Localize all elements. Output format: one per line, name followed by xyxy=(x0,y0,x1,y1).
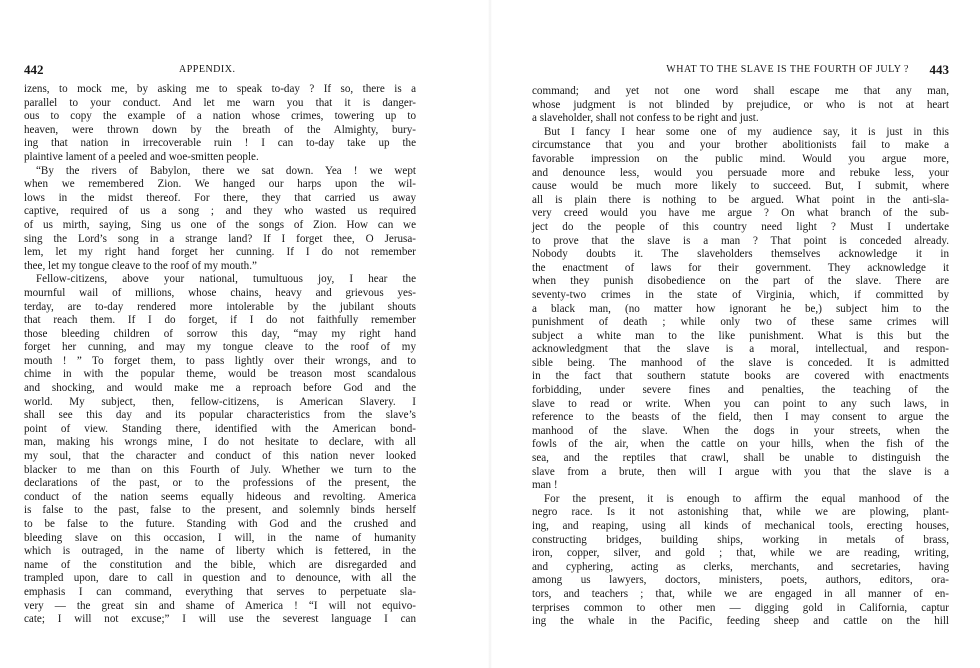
text-line: the enactment of laws for their government. They acknowledge it xyxy=(532,261,949,274)
text-line: ous to copy the example of a nation whose crimes, towering up to xyxy=(24,110,416,123)
text-line: all is plain there is nothing to be argued. What point in the anti-sla- xyxy=(532,193,949,206)
text-line: ing that nation in irrecoverable ruin ! I can to-day take up the xyxy=(24,137,416,150)
text-line: acknowledgment that the slave is a moral, intellectual, and respon- xyxy=(532,343,949,356)
text-line: lows in the midst thereof. For there, they that carried us away xyxy=(24,191,416,204)
text-line: terday, are to-day rendered more intolerable by the jubilant shouts xyxy=(24,300,416,313)
text-line: very creed would you have me argue ? On what branch of the sub- xyxy=(532,207,949,220)
text-line: izens, to mock me, by asking me to speak to-day ? If so, there is a xyxy=(24,83,416,95)
text-line: manhood of the slave. When the dogs in your streets, when the xyxy=(532,424,949,437)
text-line: and denounce less, would you persuade more and rebuke less, your xyxy=(532,166,949,179)
text-line: subject a white man to the like punishment. What is this but the xyxy=(532,329,949,342)
text-line: trampled upon, dare to call in question and to denounce, with all the xyxy=(24,572,416,585)
text-line: forget her cunning, and may my tongue cleave to the roof of my xyxy=(24,341,416,354)
text-line: But I fancy I hear some one of my audience say, it is just in this xyxy=(544,125,949,138)
page-number: 443 xyxy=(929,62,949,77)
text-line: favorable impression on the public mind. Would you argue more, xyxy=(532,152,949,165)
text-line: sing the Lord’s song in a strange land? If I forget thee, O Jerusa- xyxy=(24,232,416,245)
page-number: 442 xyxy=(24,62,44,77)
text-line: when we remembered Zion. We hanged our harps upon the wil- xyxy=(24,178,416,191)
text-line: cate; I will not excuse;” I will use the severest language I can xyxy=(24,613,416,626)
text-line: ject do the people of this country need light ? Must I undertake xyxy=(532,220,949,233)
left-page-text xyxy=(24,83,416,627)
text-line: bleeding slave on this occasion, I will, in the name of humanity xyxy=(24,531,416,544)
text-line: sible being. The manhood of the slave is conceded. It is admitted xyxy=(532,356,949,369)
text-line: command; and yet not one word shall escape me that any man, xyxy=(532,85,949,97)
text-line: emphasis I can command, everything that serves to perpetuate sla- xyxy=(24,585,416,598)
text-line: Nobody doubts it. The slaveholders themselves acknowledge it in xyxy=(532,248,949,261)
text-line: heaven, were thrown down by the breath of the Almighty, bury- xyxy=(24,123,416,136)
text-line: thee, let my tongue cleave to the roof of my mouth.” xyxy=(24,259,257,272)
text-line: circumstance that you and your brother abolitionists fail to make a xyxy=(532,139,949,152)
text-line: declarations of the past, or to the professions of the present, the xyxy=(24,477,416,490)
text-line: mouth ! ” To forget them, to pass lightly over their wrongs, and to xyxy=(24,354,416,367)
text-line: lem, let my right hand forget her cunning. If I do not remember xyxy=(24,246,416,259)
text-line: parallel to your conduct. And let me warn you that it is danger- xyxy=(24,96,416,109)
text-line: plaintive lament of a peeled and woe-smitten people. xyxy=(24,150,259,163)
text-line: constructing bridges, building ships, working in metals of brass, xyxy=(532,533,949,546)
text-line: very — the great sin and shame of America ! “I will not equivo- xyxy=(24,599,416,612)
text-line: terprises common to other men — digging gold in California, captur xyxy=(532,601,949,614)
text-line: when they punish disobedience on the part of the slave. There are xyxy=(532,275,949,288)
right-page-header xyxy=(532,64,949,80)
text-line: to be false to the future. Standing with God and the crushed and xyxy=(24,518,416,530)
text-line: mournful wail of millions, whose chains, heavy and grievous yes- xyxy=(24,286,416,299)
right-page-text xyxy=(532,85,949,629)
text-line: that reach them. If I do forget, if I do not faithfully remember xyxy=(24,314,416,327)
text-line: cause would be much more likely to succeed. But, I submit, where xyxy=(532,180,949,193)
text-line: in the fact that southern statute books are covered with enactments xyxy=(532,370,949,383)
text-line: ing the whale in the Pacific, feeding sheep and cattle on the hill xyxy=(532,615,949,628)
text-line: name of the constitution and the bible, which are disregarded and xyxy=(24,558,416,571)
text-line: chime in with the popular theme, would be treason most scandalous xyxy=(24,368,416,381)
text-line: “By the rivers of Babylon, there we sat down. Yea ! we wept xyxy=(36,164,416,177)
text-line: reference to the beasts of the field, then I may consent to argue the xyxy=(532,411,949,424)
text-line: slave to read or write. When you can point to any such laws, in xyxy=(532,397,949,410)
text-line: man, making his wrongs mine, I do not hesitate to declare, with all xyxy=(24,436,416,449)
text-line: man ! xyxy=(532,479,558,492)
text-line: world. My subject, then, fellow-citizens, is American Slavery. I xyxy=(24,395,416,408)
text-line: tors, and teachers ; that, while we are engaged in all manner of en- xyxy=(532,587,949,600)
text-line: a slaveholder, shall not confess to be right and just. xyxy=(532,112,759,125)
text-line: and shocking, and would make me a reproach before God and the xyxy=(24,382,416,395)
text-line: which is outraged, in the name of liberty which is fettered, in the xyxy=(24,545,416,558)
text-line: those bleeding children of sorrow this day, “may my right hand xyxy=(24,327,416,340)
text-line: captive, required of us a song ; and they who wasted us required xyxy=(24,205,416,218)
left-page-header xyxy=(24,64,416,80)
text-line: point of view. Standing there, identified with the American bond- xyxy=(24,422,416,435)
text-line: ing, and reaping, using all kinds of mechanical tools, erecting houses, xyxy=(532,520,949,532)
text-line: slave from a brute, then will I argue with you that the slave is a xyxy=(532,465,949,478)
text-line: conduct of the nation seems equally hideous and revolting. America xyxy=(24,490,416,503)
text-line: my soul, that the character and conduct of this nation never looked xyxy=(24,450,416,463)
text-line: to prove that the slave is a man ? That point is conceded already. xyxy=(532,234,949,247)
text-line: seventy-two crimes in the state of Virginia, which, if committed by xyxy=(532,288,949,301)
text-line: forbidding, under severe fines and penalties, the teaching of the xyxy=(532,384,949,397)
text-line: fowls of the air, when the cattle on your hills, when the fish of the xyxy=(532,438,949,451)
right-page xyxy=(490,0,980,668)
text-line: For the present, it is enough to affirm the equal manhood of the xyxy=(544,492,949,505)
text-line: is false to the past, false to the present, and solemnly binds herself xyxy=(24,504,416,517)
text-line: whose judgment is not blinded by prejudice, or who is not at heart xyxy=(532,98,949,111)
text-line: Fellow-citizens, above your national, tumultuous joy, I hear the xyxy=(36,273,416,286)
running-title: APPENDIX. xyxy=(179,64,236,75)
text-line: blacker to me than on this Fourth of July. Whether we turn to the xyxy=(24,463,416,476)
text-line: of us mirth, saying, Sing us one of the songs of Zion. How can we xyxy=(24,218,416,231)
text-line: a black man, (no matter how ignorant he be,) subject him to the xyxy=(532,302,949,315)
text-line: among us lawyers, doctors, ministers, poets, authors, editors, ora- xyxy=(532,574,949,587)
text-line: punishment of death ; while only two of these same crimes will xyxy=(532,316,949,329)
text-line: shall see this day and its popular characteristics from the slave’s xyxy=(24,409,416,422)
running-title: WHAT TO THE SLAVE IS THE FOURTH OF JULY ? xyxy=(666,64,909,75)
text-line: and cyphering, acting as clerks, merchants, and secretaries, having xyxy=(532,560,949,573)
text-line: iron, copper, silver, and gold ; that, while we are reading, writing, xyxy=(532,547,949,560)
text-line: negro race. Is it not astonishing that, while we are plowing, plant- xyxy=(532,506,949,519)
text-line: sea, and the reptiles that crawl, shall be unable to distinguish the xyxy=(532,452,949,465)
